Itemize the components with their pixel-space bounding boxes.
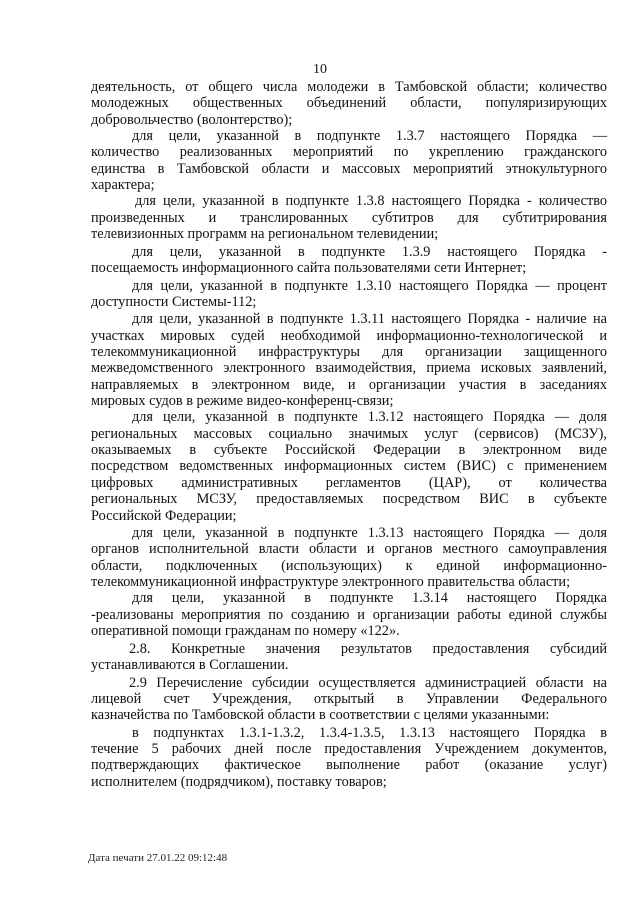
text-line: региональных массовых социально значимых услуг (сервисов) (МСЗУ), [91, 425, 607, 442]
text-line: в подпунктах 1.3.1-1.3.2, 1.3.4-1.3.5, 1.3.13 настоящего Порядка в [132, 724, 607, 741]
text-line: подтверждающих фактическое выполнение работ (оказание услуг) [91, 757, 607, 774]
text-line: произведенных и транслированных субтитров для субтитрирования [91, 209, 607, 226]
text-line: -реализованы мероприятия по созданию и организации работы единой службы [91, 606, 607, 623]
text-line: межведомственного электронного взаимодействия, приема исковых заявлений, [91, 360, 607, 377]
text-line: устанавливаются в Соглашении. [91, 656, 289, 673]
text-line: посещаемость информационного сайта пользователями сети Интернет; [91, 259, 527, 276]
text-line: молодежных общественных объединений области, популяризирующих [91, 95, 607, 112]
text-line: 2.9 Перечисление субсидии осуществляется администрацией области на [129, 674, 607, 691]
text-line: для цели, указанной в подпункте 1.3.10 настоящего Порядка — процент [132, 277, 607, 294]
text-line: 2.8. Конкретные значения результатов предоставления субсидий [129, 640, 607, 657]
text-line: для цели, указанной в подпункте 1.3.9 настоящего Порядка - [132, 243, 607, 260]
text-line: добровольчество (волонтерство); [91, 111, 293, 128]
page-number: 10 [313, 62, 327, 77]
text-line: для цели, указанной в подпункте 1.3.13 настоящего Порядка — доля [132, 525, 607, 542]
text-line: характера; [91, 177, 155, 194]
text-line: региональных МСЗУ, предоставляемых посредством ВИС в субъекте [91, 491, 607, 508]
text-line: лицевой счет Учреждения, открытый в Управлении Федерального [91, 690, 607, 707]
body-text [91, 79, 607, 790]
text-line: для цели, указанной в подпункте 1.3.12 настоящего Порядка — доля [132, 409, 607, 426]
text-line: казначейства по Тамбовской области в соответствии с целями указанными: [91, 707, 550, 724]
text-line: телекоммуникационной инфраструктуре электронного правительства области; [91, 574, 571, 591]
text-line: направляемых в электронном виде, и организации участия в заседаниях [91, 376, 607, 393]
text-line: участках мировых судей необходимой информационно-технологической и [91, 327, 607, 344]
text-line: для цели, указанной в подпункте 1.3.11 настоящего Порядка - наличие на [132, 311, 607, 328]
text-line: доступности Системы-112; [91, 293, 257, 310]
text-line: телекоммуникационной инфраструктуры для организации защищенного [91, 344, 607, 361]
text-line: оказываемых в субъекте Российской Федерации в электронном виде [91, 442, 607, 459]
text-line: телевизионных программ на региональном телевидении; [91, 226, 439, 243]
text-line: оперативной помощи гражданам по номеру «122». [91, 623, 400, 640]
text-line: деятельность, от общего числа молодежи в Тамбовской области; количество [91, 79, 607, 95]
text-line: единства в Тамбовской области и массовых мероприятий этнокультурного [91, 160, 607, 177]
text-line: Российской Федерации; [91, 507, 237, 524]
text-line: для цели, указанной в подпункте 1.3.7 настоящего Порядка — [132, 128, 607, 145]
print-date-footer: Дата печати 27.01.22 09:12:48 [88, 852, 228, 864]
text-line: исполнителем (подрядчиком), поставку товаров; [91, 773, 387, 790]
text-line: количество реализованных мероприятий по укреплению гражданского [91, 144, 607, 161]
text-line: для цели, указанной в подпункте 1.3.8 настоящего Порядка - количество [135, 193, 607, 210]
text-line: посредством ведомственных информационных систем (ВИС) с применением [91, 458, 607, 475]
text-line: для цели, указанной в подпункте 1.3.14 настоящего Порядка [132, 590, 607, 607]
text-line: органов исполнительной власти области и органов местного самоуправления [91, 541, 607, 558]
text-line: течение 5 рабочих дней после предоставления Учреждением документов, [91, 741, 607, 758]
text-line: области, подключенных (использующих) к единой информационно- [91, 557, 607, 574]
text-line: мировых судов в режиме видео-конференц-связи; [91, 393, 394, 410]
text-line: цифровых административных регламентов (ЦАР), от количества [91, 474, 607, 491]
